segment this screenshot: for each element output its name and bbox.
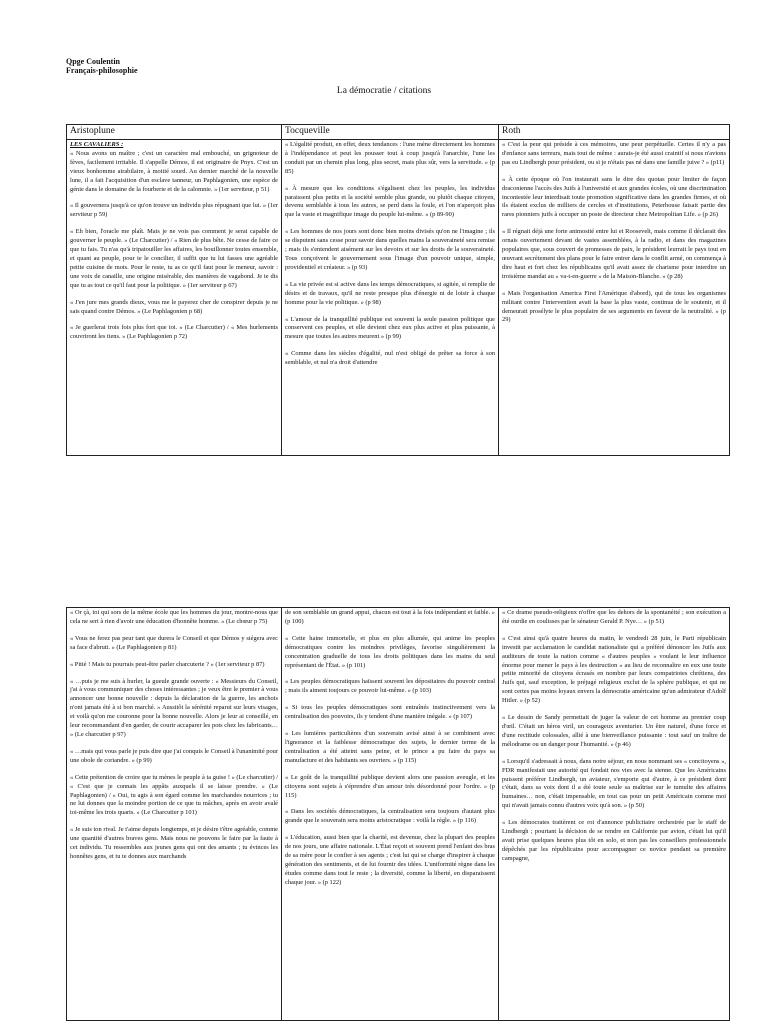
quote: « L'amour de la tranquillité publique est souvent la seule passion politique que conservent ces peuples, et elle devient chez eux plus active et plus puissante, à mesure que toutes les autres meurent » (p 99) <box>285 315 495 341</box>
quote: « L'éducation, aussi bien que la charité, est devenue, chez la plupart des peuples de nos jours, une affaire nationale. L'État reçoit et souvent prend l'enfant des bras de sa mère pour le confier à ses agents ; c'est lui qui se charge d'inspirer à chaque génération des sentiments, et de lui fournir des idées. L'uniformité règne dans les études comme dans tout le reste ; la diversité, comme la liberté, en disparaissent chaque jour. » (p 122) <box>285 834 495 886</box>
quote: « Je suis ton rival. Je t'aime depuis longtemps, et je désire t'être agréable, comme une quantité d'autres braves gens. Mais nous ne pouvons le faire par la faute à cet individu. Tu ressembles aux jeunes gens qui ont des amants ; tu évinces les honnêtes gens, et tu te donnes aux marchands <box>70 826 278 860</box>
quote: « J'en jure mes grands dieux, vous me le payerez cher de conspirer depuis je ne sais quand contre Démos. » (Le Paphlagonien p 68) <box>70 298 278 315</box>
author-name: Qpge Coulentin <box>66 57 121 66</box>
quote: de son semblable un grand appui, chacun est tout à la fois indépendant et faible. » (p 100) <box>285 609 495 625</box>
column-header-tocqueville: Tocqueville <box>282 125 499 140</box>
quote: « La vie privée est si active dans les temps démocratiques, si agitée, si remplie de désirs et de travaux, qu'il ne reste presque plus d'énergie ni de loisir à chaque homme pour la vie politique. » (p 98) <box>285 280 495 306</box>
document-title: La démocratie / citations <box>336 86 432 96</box>
quote: « Cette prétention de croire que tu mènes le peuple à ta guise ! » (Le charcutier) / « C'est que je connais les appâts auxquels il se laisse prendre. » (Le Paphlagonien) / « Oui, tu agis à son égard comme les marchandes nourrices ; tu ne lui donnes que la moindre portion de ce que tu mâches, après en avoir avalé toi-même les trois quarts. » (Le Charcutier p 101) <box>70 773 278 817</box>
quote: « À cette époque où l'on instaurait sans le dire des quotas pour limiter de façon draconienne l'accès des Juifs à l'université et aux grandes écoles, où une discrimination incontestée leur interdisait toute promotion significative dans les grandes firmes, et où ils étaient exclus de milliers de cercles et d'institutions, Peterhouse faisait partie des rares pionniers juifs à occuper un poste de directeur chez Metropolitan Life. » (p 26) <box>502 175 726 219</box>
quote: « Vous ne ferez pas peur tant que durera le Conseil et que Démos y siégera avec sa face d'abruti. » (Le Paphlagonien p 81) <box>70 634 278 651</box>
quotes-table-page-1 <box>66 124 730 456</box>
quote: « Eh bien, l'oracle me plaît. Mais je ne vois pas comment je serai capable de gouverner le peuple. » (Le Charcutier) / « Rien de plus bête. Ne cesse de faire ce que tu fais. Tu n'as qu'à tripatouiller les affaires, les bouillonner toutes ensemble, et quant au peuple, pour te le concilier, il suffit que tu lui fasses une agréable petite cuisine de mots. Pour le reste, tu as ce qu'il faut pour le meneur, savoir : une voix de canaille, une origine misérable, des manières de vagabond. Je te dis que tu as tout ce qu'il faut pour la politique. » (1er serviteur p 67) <box>70 228 278 289</box>
quote: « Mais l'organisation America First l'Amérique d'abord), qui de tous les organismes militant contre l'intervention avait la base la plus vaste, continua de le soutenir, et il demeurait prosélyte le plus populaire de ses arguments en faveur de la neutralité. » (p 29) <box>502 289 726 324</box>
quote: « Le dessin de Sandy permettait de juger la valeur de cet homme au premier coup d'œil. C'était un héros viril, un courageux aventurier. Un être naturel, d'une force et d'une rectitude colossales, allié à une bienveillance puissante : tout sauf un traître de mélodrame ou un danger pour l'humanité. » (p 46) <box>502 714 726 748</box>
column-header-aristophane: Aristoplune <box>67 125 282 140</box>
quote: « Les hommes de nos jours sont donc bien moins divisés qu'on ne l'imagine ; ils se disputent sans cesse pour savoir dans quelles mains la souveraineté sera remise ; mais ils s'entendent aisément sur les devoirs et sur les droits de la souveraineté. Tous conçoivent le gouvernement sous l'image d'un pouvoir unique, simple, providentiel et créateur. » (p 93) <box>285 228 495 271</box>
document-header <box>66 57 138 75</box>
quote: « C'est la peur qui préside à ces mémoires, une peur perpétuelle. Certes il n'y a pas d'enfance sans terreurs, mais tout de même : aurais-je été aussi craintif si nous n'avions pas eu Lindbergh pour président, ou si je n'étais pas né dans une famille juive ? » (p11) <box>502 141 726 166</box>
quote: « Si tous les peuples démocratiques sont entraînés instinctivement vers la centralisation des pouvoirs, ils y tendent d'une manière inégale. » (p 107) <box>285 704 495 721</box>
course-name: Français-philosophie <box>66 66 138 75</box>
roth-cell <box>499 608 730 1021</box>
tocqueville-cell <box>282 140 499 456</box>
aristophane-cell <box>67 140 282 456</box>
quote: « Or çà, toi qui sors de la même école que les hommes du jour, montre-nous que cela ne sert à rien d'avoir une éducation d'honnête homme. » (Le chœur p 75) <box>70 609 278 625</box>
quote: « Les démocrates traitèrent ce roi d'annonce publicitaire orchestrée par le staff de Lindbergh ; pourtant la décision de se rendre en Californie par avion, c'était lui qu'il avait prise quelques heures plus tôt en solo, et non pas les conseillers professionnels dépêchés par les républicains pour accompagner ce novice pendant sa première campagne, <box>502 819 726 862</box>
tocqueville-cell <box>282 608 499 1021</box>
quote: « Les lumières particulières d'un souverain avisé ainsi à se combinent avec l'ignorance et la faiblesse démocratique des sujets, le dernier terme de la centralisation a été atteint sans peine, et le prince a pu faire du pays sa manufacture et des habitants ses ouvriers. » (p 115) <box>285 730 495 764</box>
quote: « …puis je me suis à hurler, la gueule grande ouverte : « Messieurs du Conseil, j'ai à vous communiquer des choses intéressantes ; je veux être le premier à vous annoncer une bonne nouvelle : depuis la déclaration de la guerre, les anchois n'ont jamais été à si bon marché. » Aussitôt la sérénité reparut sur leurs visages, et voilà qu'on me couronne pour la bonne nouvelle. Alors je leur ai conseillé, en leur recommandant d'en garder, de courir accaparer les pots chez les fabricants… » (Le charcutier p 97) <box>70 677 278 738</box>
quote: « Le goût de la tranquillité publique devient alors une passion aveugle, et les citoyens sont sujets à s'éprendre d'un amour très désordonné pour l'ordre. » (p 115) <box>285 773 495 799</box>
quote: « Il régnait déjà une forte animosité entre lui et Roosevelt, mais comme il déclarait des ornais ouvertement devant de vastes assemblées, à la radio, et dans des magazines populaires que, sous couvert de promesses de paix, le président leurrait le pays tout en œuvrant secrètement des plans pour le faire entrer dans le conflit armé, on commença à dire haut et fort chez les républicains qu'il avait assez de charisme pour interdire un troisième mandat au « va-t-en-guerre » de la Maison-Blanche. » (p 28) <box>502 228 726 280</box>
quote: « Les peuples démocratiques haïssent souvent les dépositaires du pouvoir central ; mais ils aiment toujours ce pouvoir lui-même. » (p 103) <box>285 678 495 695</box>
quote: « Cette haine immortelle, et plus en plus allumée, qui anime les peuples démocratiques contre les moindres privilèges, favorise singulièrement la concentration graduelle de tous les droits politiques dans les mains du seul représentant de l'État. » (p 101) <box>285 634 495 669</box>
aristophane-cell <box>67 608 282 1021</box>
quote: « Comme dans les siècles d'égalité, nul n'est obligé de prêter sa force à son semblable, et nul n'a droit d'attendre <box>285 350 495 367</box>
quote: « C'est ainsi qu'à quatre heures du matin, le vendredi 28 juin, le Parti républicain investit par acclamation le candidat nationaliste qui a préféré dénoncer les Juifs aux auditeurs de toute la nation comme « d'autres peuples » voulant le leur influence énorme pour mener le pays à les destruction » au lieu de reconnaître en eux une toute petite minorité de citoyens écrasés en nombre par leurs compatriotes chrétiens, des Juifs qui, sauf exception, le préjugé religieux exclut de la sphère publique, et qui ne sont certes pas moins loyaux envers la démocratie américaine qu'un admirateur d'Adolf Hitler. » (p 52) <box>502 634 726 705</box>
quote: « À mesure que les conditions s'égalisent chez les peuples, les individus paraissent plus petits et la société semble plus grande, ou plutôt chaque citoyen, devenu semblable à tous les autres, se perd dans la foule, et l'on n'aperçoit plus que la vaste et magnifique image du peuple lui-même. » (p 89-90) <box>285 184 495 219</box>
column-header-roth: Roth <box>499 125 730 140</box>
quote: « Nous avons un maître ; c'est un caractère mal embouché, un grignoteur de fèves, facilement irritable. Il s'appelle Démos, il est originaire de Pnyx. C'est un vieux bonhomme atrabilaire, à moitié sourd. Au dernier marché de la nouvelle lune, il a fait l'acquisition d'un esclave tanneur, un Paphlagonien, une espèce de génie dans le domaine de la fourberie et de la calomnie. » (1er serviteur, p 51) <box>70 149 278 193</box>
quote: « …mais qui vous parle je puis dire que j'ai conquis le Conseil à l'unanimité pour une obole de coriandre. » (p 99) <box>70 747 278 764</box>
quote: « Dans les sociétés démocratiques, la centralisation sera toujours d'autant plus grande que le souverain sera moins aristocratique : voilà la règle. » (p 116) <box>285 808 495 825</box>
quote: « Ce drame pseudo-religieux n'offre que les dehors de la spontanéité ; son exécution a été ourdie en coulisses par le sénateur Gerald P. Nye… » (p 51) <box>502 609 726 625</box>
quote: « Pitié ! Mais tu pourrais peut-être parler charcuterie ? » (1er serviteur p 87) <box>70 660 265 668</box>
quotes-table-page-2 <box>66 607 730 1021</box>
play-title-label: LES CAVALIERS : <box>70 141 124 148</box>
quote: « Je guerlerai trois fois plus fort que toi. » (Le Charcutier) / « Mes hurlements couvriront les tiens. » (Le Paphlagonien p 72) <box>70 324 278 341</box>
quote: « Il gouvernera jusqu'à ce qu'on trouve un individu plus répugnant que lui. » (1er serviteur p 59) <box>70 202 278 219</box>
quote: « L'égalité produit, en effet, deux tendances : l'une mène directement les hommes à l'indépendance et peut les pousser tout à coup jusqu'à l'anarchie, l'une les conduit par un chemin plus long, plus secret, mais plus sûr, vers la servitude. » (p 85) <box>285 141 495 175</box>
roth-cell <box>499 140 730 456</box>
quote: « Lorsqu'il s'adressait à nous, dans notre séjour, en nous nommant ses « concitoyens », FDR manifestait une autorité qui fondait nos vies avec la sienne. Que les Américains puissent préférer Lindbergh, un aviateur, s'emporte qui d'autre, à ce président dont c'était, dans sa voix dont il a été toute seule sa maîtrise sur le tumulte des affaires humaines… non, c'était impensable, en tout cas pour un petit Américain comme moi qui n'avait jamais connu d'autres voix qu'à son. » (p 50) <box>502 757 726 810</box>
